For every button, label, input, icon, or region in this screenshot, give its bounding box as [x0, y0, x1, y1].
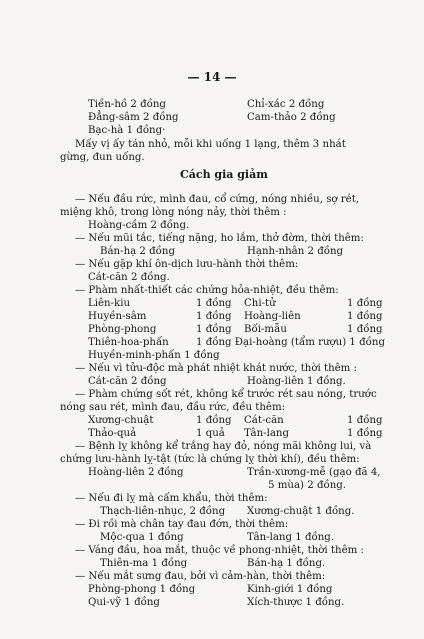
page-number: — 14 —	[187, 70, 237, 84]
text-line: 1 đồng Đại-hoàng (tẩm rượu) 1 đồng	[196, 337, 385, 348]
text-line: gừng, đun uống.	[60, 152, 145, 163]
text-line: Cam-thảo 2 đồng	[247, 112, 336, 123]
text-line: — Váng đầu, hoa mắt, thuộc về phong-nhiệt, thời thêm :	[75, 545, 364, 556]
text-line: Thạch-liên-nhục, 2 đồng	[100, 506, 226, 517]
text-line: — Nếu mũi tắc, tiếng nặng, ho lắm, thở đờm, thời thêm:	[75, 233, 364, 244]
text-line: Hoàng-liên 2 đồng	[88, 467, 184, 478]
text-line: 1 đồng	[347, 415, 383, 426]
text-line: Xương-chuật	[88, 415, 154, 426]
text-line: Bối-mẫu	[244, 324, 287, 335]
text-line: 1 đồng	[347, 428, 383, 439]
text-line: Bán-hạ 1 đồng.	[247, 558, 326, 569]
text-line: Thiên-hoa-phấn	[88, 337, 169, 348]
text-line: Mấy vị ấy tán nhỏ, mỗi khi uống 1 lạng, thêm 3 nhát	[75, 139, 346, 150]
text-line: nóng sau rét, mình đau, đầu rức, đều thêm:	[60, 402, 286, 413]
text-line: miệng khô, trong lòng nóng nảy, thời thêm :	[60, 207, 287, 218]
text-line: — Bệnh lỵ không kể trắng hay đỏ, nóng mãi không lui, và	[75, 441, 372, 452]
text-line: Phòng-phong 1 đồng	[88, 584, 196, 595]
text-line: chứng lưu-hành lỵ-tật (tức là chứng lỵ thời khí), đều thêm:	[60, 454, 360, 465]
text-line: Đẳng-sâm 2 đồng	[88, 112, 179, 123]
text-line: 1 đồng	[347, 311, 383, 322]
text-line: Trần-xương-mễ (gạo đã 4,	[247, 467, 381, 478]
text-line: Liên-kiu	[88, 298, 131, 309]
text-line: Chỉ-xác 2 đồng	[247, 99, 325, 110]
text-line: 1 đồng	[196, 311, 232, 322]
text-line: — Nếu mắt sưng đau, bởi vì cảm-hàn, thời thêm:	[75, 571, 326, 582]
text-line: Thảo-quả	[88, 428, 137, 439]
text-line: 1 quả	[196, 428, 225, 439]
text-line: Xương-chuật 1 đồng.	[247, 506, 355, 517]
text-line: Thiên-ma 1 đồng	[100, 558, 188, 569]
text-line: Huyền-minh-phấn 1 đồng	[88, 350, 220, 361]
text-line: — Nếu đi lỵ mà cấm khẩu, thời thêm:	[75, 493, 268, 504]
text-line: Hoàng-liên 1 đồng.	[247, 376, 346, 387]
text-line: 1 đồng	[347, 298, 383, 309]
text-line: Cát-căn	[244, 415, 284, 426]
section-title: Cách gia giảm	[180, 168, 268, 181]
text-line: Hạnh-nhân 2 đồng	[247, 246, 344, 257]
text-line: Cát-căn 2 đồng	[88, 376, 167, 387]
text-line: — Phàm nhất-thiết các chứng hỏa-nhiệt, đều thêm:	[75, 285, 339, 296]
text-line: 1 đồng	[347, 324, 383, 335]
text-line: Qui-vỹ 1 đồng	[88, 597, 160, 608]
text-line: — Phàm chứng sốt rét, không kể trước rét sau nóng, trước	[75, 389, 377, 400]
text-line: Xích-thược 1 đồng.	[247, 597, 345, 608]
text-line: — Nếu vì tửu-độc mà phát nhiệt khát nước, thời thêm :	[75, 363, 357, 374]
text-line: Tiền-hồ 2 đồng	[88, 99, 166, 110]
text-line: 1 đồng	[196, 298, 232, 309]
text-line: 1 đồng	[196, 415, 232, 426]
text-line: 5 mùa) 2 đồng.	[268, 480, 347, 491]
text-line: Mộc-qua 1 đồng	[100, 532, 184, 543]
text-line: Phòng-phong	[88, 324, 157, 335]
text-line: Huyền-sâm	[88, 311, 147, 322]
text-line: — Nếu gặp khí ôn-dịch lưu-hành thời thêm:	[75, 259, 299, 270]
text-line: Tân-lang	[244, 428, 289, 439]
text-line: 1 đồng	[196, 324, 232, 335]
text-line: Kinh-giới 1 đồng	[247, 584, 333, 595]
text-line: Hoàng-liên	[244, 311, 301, 322]
text-line: Chi-tử	[244, 298, 276, 309]
text-line: Hoàng-cầm 2 đồng.	[88, 220, 190, 231]
text-line: Bán-hạ 2 đồng	[100, 246, 175, 257]
text-line: — Đi rồi mà chân tay đau đớn, thời thêm:	[75, 519, 289, 530]
text-line: Bạc-hà 1 đồng·	[88, 125, 166, 136]
text-line: Tân-lang 1 đồng.	[247, 532, 335, 543]
text-line: — Nếu đầu rức, mình đau, cổ cứng, nóng nhiều, sợ rét,	[75, 194, 360, 205]
text-line: Cát-căn 2 đồng.	[88, 272, 170, 283]
